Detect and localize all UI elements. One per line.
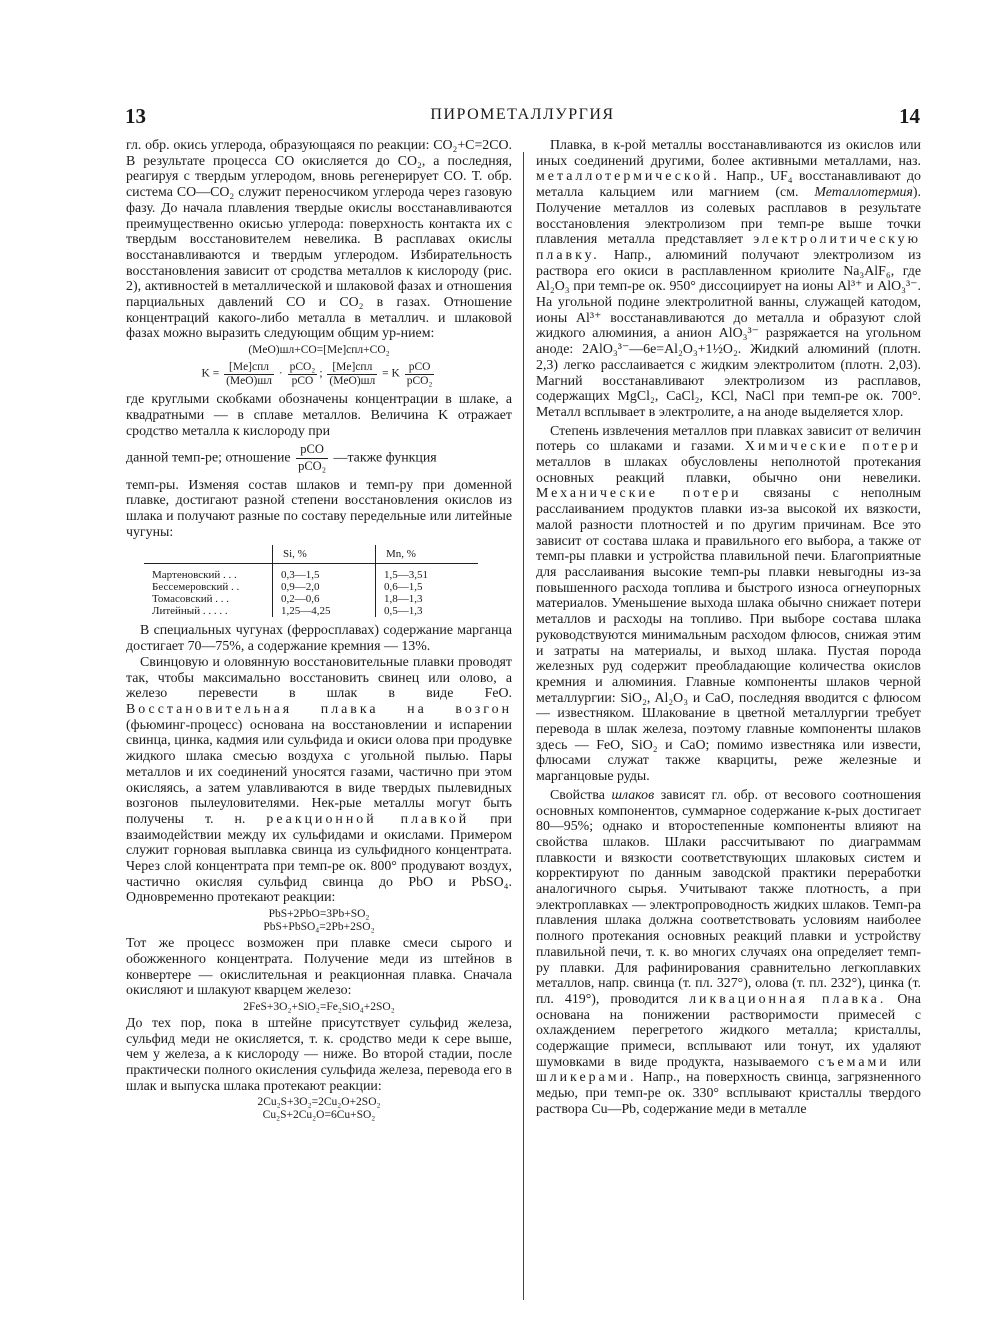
paragraph: где круглыми скобками обозначены концентрации в шлаке, а квадратными — в сплаве металлов. Величина K отражает сродство металла к кислороду при [126,392,512,439]
term-spaced: Химические потери [744,439,921,455]
table-row [144,605,478,617]
term-spaced: электролитическую плавку. [536,232,921,263]
text-run: (фьюминг-процесс) основана на восстановлении и испарении свинца, цинка, кадмия или сульфида и окиси олова при продувке жидкого шлака смесью воздуха с угольной пылью. Пары металлов и их соединений уносятся газами, частично при этом окисляясь, а затем улавливаются в виде твердых пылевидных возгонов пылеуловителями. Нек-рые металлы могут быть получены т. н. [126,717,512,827]
text-run: Напр., UF₄ восстанавливают до металла кальцием или магнием (см. [536,169,921,201]
paragraph: Тот же процесс возможен при плавке смеси сырого и обожженного концентрата. Получение меди из штейнов в конвертере — окислительная и реакционная плавка. Сначала окисляют и шлакуют кварцем железо: [126,936,512,999]
text-run: или [899,1054,921,1070]
equation-constant [126,361,512,387]
table-row [144,593,478,605]
paragraph: гл. обр. окись углерода, образующаяся по реакции: CO₂+C=2CO. В результате процесса CO окисляется до CO₂, а последняя, реагируя с твердым углеродом, вновь регенерирует CO. Т. обр. система CO—CO₂ служит переносчиком углерода через газовую фазу. До начала плавления твердые окислы восстанавливаются преимущественно окисью углерода: поверхность контакта их с твердым восстановителем невелика. В расплавах окислы восстанавливаются и твердым углеродом. Избирательность восстановления зависит от сродства металлов к кислороду (рис. 2), активностей в металлической и шлаковой фазах и отношения парциальных давлений CO и CO₂ в газах. Отношение концентраций какого-либо металла в металлич. и шлаковой фазах можно выразить следующим общим ур-нием: [126,138,512,342]
text-run: данной темп-ре; отношение [126,450,291,466]
equation-equilibrium: (MeO)шл+CO=[Me]спл+CO₂ [248,344,390,357]
table-cell: 1,5—3,51 [384,569,428,582]
paragraph-with-fraction [126,442,512,474]
text-run: Напр., алюминий получают электролизом из раствора его окиси в расплавленном криолите Na₃AlF₆, где Al₂O₃ при темп-ре ок. 950° диссоциирует на ионы Al³⁺ и AlO₃³⁻. На угольной подине электролитной ванны, служащей катодом, ионы Al³⁺ восстанавливаются до металла и образуют слой жидкого алюминия, а анион AlO₃³⁻ разряжается на угольном аноде: 2AlO₃³⁻—6e=Al₂O₃+1½O₂. Жидкий алюминий (плотн. 2,3) легко расслаивается с жидким электролитом (плотн. 2,03). Магний восстанавливают электролизом из расплавов, содержащих MgCl₂, CaCl₂, KCl, NaCl при темп-ре ок. 700°. Металл всплывает в электролите, а на аноде выделяется хлор. [536,247,921,420]
equation: 2Cu₂S+3O₂=2Cu₂O+2SO₂ [257,1096,381,1109]
running-title: ПИРОМЕТАЛЛУРГИЯ [430,106,615,123]
text-run: Она основана на понижении растворимости примесей с охлаждением перегретого жидкого металла; кристаллы, содержащие примеси, всплывают или тонут, их удаляют шумовками в виде продукта, называемого [536,991,921,1070]
table-cell: 0,5—1,3 [384,605,423,618]
text-run: металлов в шлаках обусловлены неполнотой протекания основных реакций плавки, обычно они невелики. [536,455,921,486]
table-cell: 0,9—2,0 [273,581,376,593]
table-cell: Бессемеровский . . [152,581,240,594]
table-header-row [144,545,478,564]
paragraph: До тех пор, пока в штейне присутствует сульфид железа, сульфид меди не окисляется, т. к. сродство меди к сере выше, чем у железа, а к кислороду — ниже. Во второй стадии, после практически полного окисления сульфида железа, перевода его в шлак и выпуска шлака протекают реакции: [126,1015,512,1094]
denominator: (MeO)шл [226,374,272,387]
text-run: ). Получение металлов из солевых расплавов в результате восстановления электролизом при темп-ре выше точки плавления металла представляет [536,185,921,248]
eq-semicolon: ; [319,367,323,380]
numerator: [Me]спл [224,361,274,375]
term-spaced: Механические потери [536,486,742,502]
text-run: связаны с неполным расслаиванием продуктов плавки из-за высокой их вязкости, малой разности плотностей и по другим причинам. Все это зависит от состава шлака и правильного его выбора, а также от темп-ры плавки и устройства плавильной печи. Благоприятные для расслаивания высокие темп-ры плавки невыгодны из-за повышенного расхода топлива и быстрого износа огнеупорных материалов. Уменьшение выхода шлака обычно снижает потери металлов и расходы на топливо. При выборе состава шлака руководствуются минимальным расходом флюсов, снижая этим и затраты на материалы, и выход шлака. Пустая порода железных руд содержит преобладающие количества окислов кремния и алюминия. Главные компоненты шлаков черной металлургии: SiO₂, Al₂O₃ и CaO, последняя вводится с флюсом — известняком. Шлакование в цветной металлургии требует перевода в шлак железа, поэтому главные компоненты шлаков здесь — FeO, SiO₂ и CaO; помимо известняка или извести, флюсами служат также кварциты, реже железные и марганцовые руды. [536,486,921,785]
text-run: —также функция [333,450,437,466]
term-spaced: съемами [818,1054,890,1070]
fraction [224,361,274,387]
text-run: Свойства [550,787,605,803]
fraction [405,361,435,387]
text-run: Плавка, в к-рой металлы восстанавливаются из окислов или иных соединений другими, более активными металлами, наз. [536,138,921,169]
term-spaced: Восстановительная плавка на возгон [126,701,512,717]
equation: PbS+2PbO=3Pb+SO₂ [268,908,370,921]
eq-k: K = [201,367,220,380]
text-run: Напр., на поверхность свинца, загрязненного медью, при темп-ре ок. 330° всплывают кристаллы твердого раствора Cu—Pb, содержание меди в металле [536,1070,922,1117]
paragraph: В специальных чугунах (ферросплавах) содержание марганца достигает 70—75%, а содержание кремния — 13%. [126,623,512,655]
fraction [288,361,318,387]
numerator: pCO [296,442,328,459]
numerator: pCO₂ [289,361,316,374]
denominator: pCO₂ [406,374,433,387]
page-number-right: 14 [899,104,920,128]
denominator: (MeO)шл [329,374,376,387]
eq-dot: · [278,367,283,380]
cross-reference: Металлотермия [814,185,913,201]
equation: PbS+PbSO₄=2Pb+2SO₂ [263,921,375,934]
table-cell: 1,25—4,25 [273,605,376,617]
table-cell: 0,3—1,5 [273,564,376,582]
cast-iron-table [144,545,478,617]
table-header: Mn, % [376,545,479,564]
denominator: pCO₂ [298,458,327,473]
table-cell: Литейный . . . . . [152,605,228,618]
numerator: pCO [405,361,435,375]
text-run: Свинцовую и оловянную восстановительные плавки проводят так, чтобы максимально восстановить свинец или олово, а железо перевести в шлак в виде FeO. [126,654,512,702]
table-cell: Мартеновский . . . [152,569,237,582]
page-number-left: 13 [125,104,146,128]
right-column [536,138,921,1118]
term-spaced: реакционной плавкой [266,811,470,827]
table-header [144,545,273,564]
paragraph [536,138,921,421]
table-row [144,581,478,593]
italic-term: шлаков [611,787,655,803]
table-cell: 0,6—1,5 [384,581,423,594]
table-cell: Томасовский . . . [152,593,229,606]
denominator: pCO [291,374,314,387]
term-spaced: шликерами. [536,1070,637,1086]
term-spaced: ликвационная плавка. [689,991,887,1007]
eq-equals-k: = K [382,367,400,380]
left-column [126,138,512,1124]
equation: 2FeS+3O₂+SiO₂=Fe₂SiO₄+2SO₂ [243,1000,395,1013]
numerator: [Me]спл [327,361,377,375]
fraction [296,442,328,474]
equation: Cu₂S+2Cu₂O=6Cu+SO₂ [262,1109,376,1122]
table-row [144,564,478,582]
paragraph: темп-ры. Изменяя состав шлаков и темп-ру при доменной плавке, достигают разной степени восстановления окислов из шлака и получают разные по составу передельные или литейные чугуны: [126,477,512,540]
text-run: Степень извлечения металлов при плавках зависит от величин потерь со шлаками и газами. [536,423,921,455]
text-run: при взаимодействии между их сульфидами и окислами. Примером служит горновая выплавка свинца из сульфидного концентрата. Через слой концентрата при темп-ре ок. 800° продувают воздух, частично окисляя сульфид свинца до PbO и PbSO₄. Одновременно протекают реакции: [126,811,512,906]
page-header [125,104,920,130]
paragraph [536,788,921,1118]
fraction [327,361,377,387]
table-cell: 1,8—1,3 [384,593,423,606]
term-spaced: металлотермической. [536,169,720,185]
paragraph [536,424,921,785]
paragraph [126,655,512,906]
table-cell: 0,2—0,6 [273,593,376,605]
table-header: Si, % [273,545,376,564]
column-divider [523,152,524,1300]
text-run: зависят гл. обр. от весового соотношения основных компонентов, суммарное содержание к-рых достигает 80—95%; однако и второстепенные компоненты влияют на свойства шлаков. Шлаки рассчитывают по диаграммам плавкости и вязкости соответствующих шлаковых систем и корректируют по данным заводской практики переработки аналогичного сырья. Учитывают также плотность, а при электроплавках — электропроводность жидких шлаков. Темп-ра плавления шлака должна соответствовать условиям наиболее полного протекания основных реакций плавки и устройству плавильной печи, т. к. во многих случаях она определяет темп-ру плавки. Для рафинирования сравнительно легкоплавких металлов, напр. свинца (т. пл. 327°), олова (т. пл. 232°), цинка (т. пл. 419°), проводится [536,787,921,1007]
